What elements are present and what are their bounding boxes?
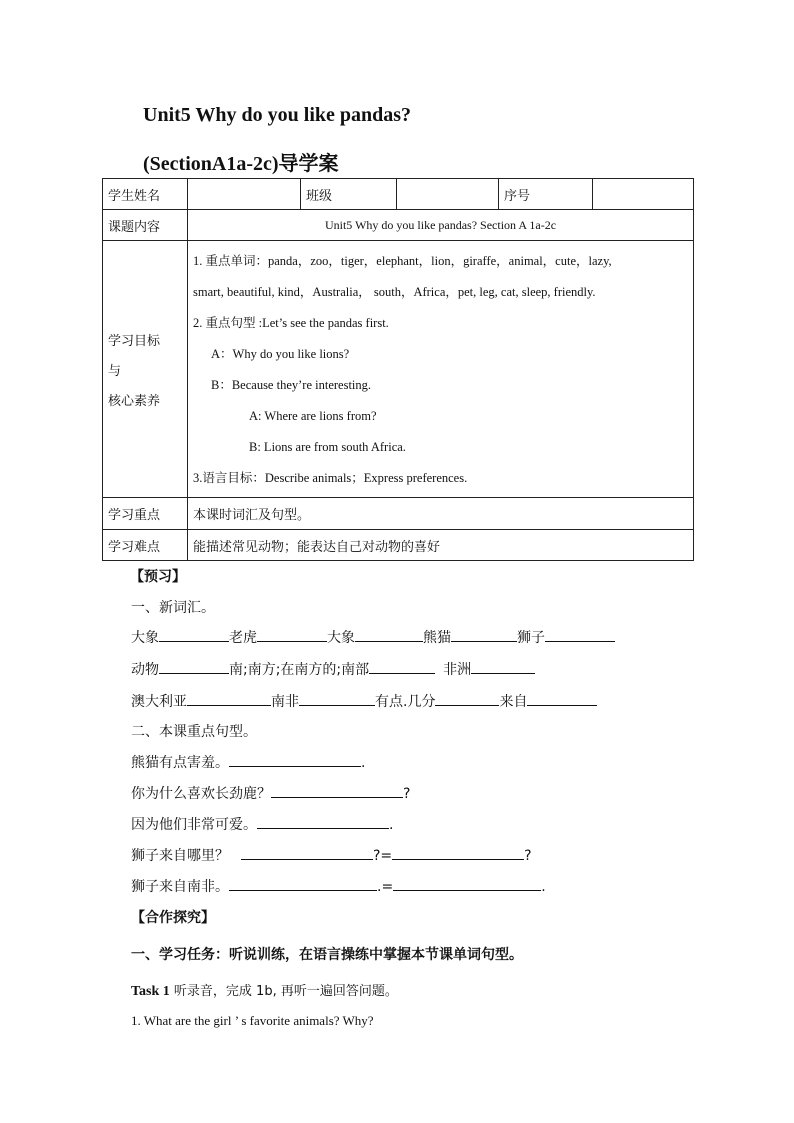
answer-blank[interactable] xyxy=(527,691,597,706)
sentence-row xyxy=(131,845,532,865)
objectives-label-line: 学习目标 xyxy=(108,334,161,349)
sentence-cn: 熊猫有点害羞。 xyxy=(131,755,229,771)
objective-line: 2. 重点句型 :Let’s see the pandas first. xyxy=(193,316,389,330)
objectives-label xyxy=(103,241,188,498)
answer-blank[interactable] xyxy=(471,659,535,674)
answer-blank[interactable] xyxy=(257,627,327,642)
sentence-cn: 狮子来自哪里？ xyxy=(131,848,229,864)
vocab-word: 南;南方;在南方的;南部 xyxy=(229,662,370,678)
task1-label: Task 1 xyxy=(131,984,170,999)
objective-line: A: Where are lions from? xyxy=(249,409,377,423)
answer-blank[interactable] xyxy=(355,627,423,642)
student-name-field[interactable] xyxy=(188,179,301,210)
sentence-row xyxy=(131,814,393,834)
answer-blank[interactable] xyxy=(369,659,435,674)
sentence-row xyxy=(131,752,365,772)
title-line-1: Unit5 Why do you like pandas? xyxy=(143,104,412,126)
answer-blank[interactable] xyxy=(545,627,615,642)
topic-label: 课题内容 xyxy=(103,210,188,241)
sentence-row xyxy=(131,783,410,803)
sentence-end: . xyxy=(361,755,366,771)
class-field[interactable] xyxy=(397,179,499,210)
question-1: 1. What are the girl ’ s favorite animals? Why? xyxy=(131,1013,374,1028)
answer-blank[interactable] xyxy=(229,752,361,767)
sentence-end: ? xyxy=(524,848,532,864)
answer-blank[interactable] xyxy=(241,845,373,860)
objective-line: B: Lions are from south Africa. xyxy=(249,440,406,454)
key-points-value: 本课时词汇及句型。 xyxy=(188,498,694,530)
vocab-word: 来自 xyxy=(499,694,528,710)
answer-blank[interactable] xyxy=(159,659,229,674)
vocab-word: 狮子 xyxy=(517,630,545,646)
sentence-cn: 你为什么喜欢长劲鹿？ xyxy=(131,786,271,802)
answer-blank[interactable] xyxy=(257,814,389,829)
class-label: 班级 xyxy=(301,179,397,210)
task-heading: 一、学习任务：听说训练，在语言操练中掌握本节课单词句型。 xyxy=(131,947,523,963)
vocab-word: 老虎 xyxy=(229,630,257,646)
key-points-label: 学习重点 xyxy=(103,498,188,530)
preview-heading: 【预习】 xyxy=(130,569,186,585)
vocab-word: 澳大利亚 xyxy=(131,694,187,710)
title-line-2: (SectionA1a-2c)导学案 xyxy=(143,153,339,175)
vocab-row-2 xyxy=(131,659,535,679)
objectives-content xyxy=(188,241,694,498)
answer-blank[interactable] xyxy=(392,845,524,860)
sentence-end: . xyxy=(389,817,394,833)
difficulty-value: 能描述常见动物；能表达自己对动物的喜好 xyxy=(188,530,694,561)
vocab-heading: 一、新词汇。 xyxy=(131,600,215,616)
topic-value: Unit5 Why do you like pandas? Section A 1a-2c xyxy=(188,210,694,241)
answer-blank[interactable] xyxy=(299,691,375,706)
objectives-label-line: 核心素养 xyxy=(108,394,161,409)
vocab-word: 南非 xyxy=(271,694,299,710)
sentence-cn: 狮子来自南非。 xyxy=(131,879,229,895)
objectives-label-line: 与 xyxy=(108,364,122,379)
vocab-word: 动物 xyxy=(131,662,159,678)
seat-number-label: 序号 xyxy=(499,179,593,210)
vocab-row-1 xyxy=(131,627,615,647)
cooperation-heading: 【合作探究】 xyxy=(131,910,215,926)
sentence-end: ? xyxy=(403,786,411,802)
student-name-label: 学生姓名 xyxy=(103,179,188,210)
objective-line: B：Because they’re interesting. xyxy=(211,378,372,392)
answer-blank[interactable] xyxy=(271,783,403,798)
info-table xyxy=(102,178,694,561)
objective-line: smart, beautiful, kind，Australia， south，Africa，pet, leg, cat, sleep, friendly. xyxy=(193,285,596,299)
difficulty-label: 学习难点 xyxy=(103,530,188,561)
sentence-heading: 二、本课重点句型。 xyxy=(131,724,257,740)
answer-blank[interactable] xyxy=(451,627,517,642)
answer-blank[interactable] xyxy=(435,691,499,706)
sentence-cn: 因为他们非常可爱。 xyxy=(131,817,257,833)
objective-line: 3.语言目标：Describe animals；Express preferences. xyxy=(193,471,468,485)
sentence-row xyxy=(131,876,546,896)
answer-blank[interactable] xyxy=(159,627,229,642)
vocab-row-3 xyxy=(131,691,597,711)
seat-number-field[interactable] xyxy=(593,179,694,210)
objective-line: A：Why do you like lions? xyxy=(211,347,350,361)
vocab-word: 大象 xyxy=(327,630,355,646)
vocab-word: 非洲 xyxy=(443,662,472,678)
task1-line xyxy=(131,980,398,1000)
vocab-word: 有点.几分 xyxy=(375,694,436,710)
sentence-mid: ?= xyxy=(373,848,393,864)
vocab-word: 大象 xyxy=(131,630,159,646)
vocab-word: 熊猫 xyxy=(423,630,451,646)
sentence-mid: .= xyxy=(377,879,394,895)
sentence-end: . xyxy=(541,879,546,895)
answer-blank[interactable] xyxy=(187,691,271,706)
objective-line: 1. 重点单词：panda，zoo，tiger，elephant，lion，giraffe，animal，cute，lazy, xyxy=(193,254,612,268)
task1-text: 听录音，完成 1b, 再听一遍回答问题。 xyxy=(169,984,398,999)
answer-blank[interactable] xyxy=(393,876,541,891)
answer-blank[interactable] xyxy=(229,876,377,891)
